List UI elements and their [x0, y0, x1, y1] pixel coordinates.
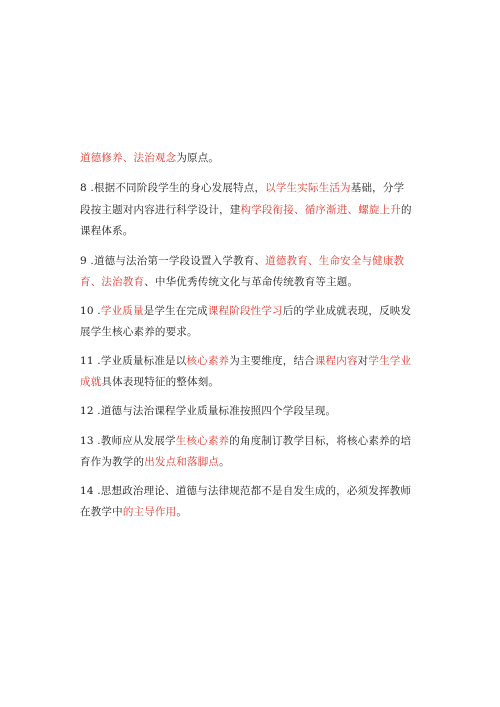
item-9-line-2: [80, 275, 358, 289]
item-8-line-2: [80, 203, 412, 217]
body-text: 12 .道德与法治课程学业质量标准按照四个学段呈现。: [80, 405, 337, 417]
highlight-text: 的主导作用: [122, 506, 177, 518]
highlight-text: 道德修养、法治观念: [80, 152, 177, 164]
body-text: 、中华优秀传统文化与革命传统教育等主题。: [144, 276, 359, 288]
item-10-line-2: [80, 325, 198, 339]
body-text: 为原点。: [176, 152, 220, 164]
body-text: 的角度制订教学目标，将核心素养的培: [229, 435, 412, 447]
highlight-text: 育、法治教育: [80, 276, 145, 288]
highlight-text: 课程内容: [314, 355, 358, 367]
highlight-text: 出发点和落脚点: [144, 456, 220, 468]
item-8-line-1: [80, 181, 404, 195]
body-text: 课程体系。: [80, 225, 134, 237]
body-text: 9 .道德与法治第一学段设置入学教育、: [80, 255, 266, 267]
body-text: 11 .学业质量标准是以: [80, 355, 187, 367]
body-text: 13 .教师应从发展学: [80, 435, 176, 447]
item-14-line-1: [80, 484, 411, 498]
body-text: 展学生核心素养的要求。: [80, 326, 198, 338]
item-10-line-1: [80, 304, 411, 318]
text-line: [80, 151, 219, 165]
body-text: 在教学中: [80, 506, 123, 518]
item-13-line-2: [80, 455, 230, 469]
item-13-line-1: [80, 434, 411, 448]
body-text: 基础，分学: [350, 182, 405, 194]
body-text: 段按主题对内容进行科学设计，建: [80, 204, 241, 216]
body-text: 的: [401, 204, 412, 216]
highlight-text: 学业质量: [100, 305, 144, 317]
highlight-text: 构学段衔接、循序渐进、螺旋上升: [240, 204, 401, 216]
item-14-line-2: [80, 505, 187, 519]
highlight-text: 以学生实际生活为: [265, 182, 351, 194]
highlight-text: 成就: [80, 376, 102, 388]
body-text: 后的学业成就表现，反映发: [282, 305, 412, 317]
item-9-line-1: [80, 254, 404, 268]
highlight-text: 道德教育、生命安全与健康教: [265, 255, 405, 267]
body-text: 8 .根据不同阶段学生的身心发展特点，: [80, 182, 266, 194]
body-text: 是学生在完成: [143, 305, 208, 317]
body-text: 具体表现特征的整体刻。: [101, 376, 220, 388]
body-text: 10 .: [80, 305, 101, 317]
highlight-text: 学生学业: [368, 355, 412, 367]
highlight-text: 课程阶段性学习: [207, 305, 283, 317]
body-text: 14 .思想政治理论、道德与法律规范都不是自发生成的，必须发挥教师: [80, 485, 412, 497]
item-12-line-1: [80, 404, 336, 418]
item-11-line-2: [80, 375, 219, 389]
body-text: 对: [357, 355, 369, 367]
highlight-text: 核心素养: [186, 355, 230, 367]
body-text: 。: [219, 456, 230, 468]
item-11-line-1: [80, 354, 411, 368]
body-text: 育作为教学的: [80, 456, 145, 468]
body-text: 为主要维度，结合: [229, 355, 315, 367]
body-text: 。: [176, 506, 188, 518]
highlight-text: 生核心素养: [175, 435, 230, 447]
item-8-line-3: [80, 224, 134, 238]
